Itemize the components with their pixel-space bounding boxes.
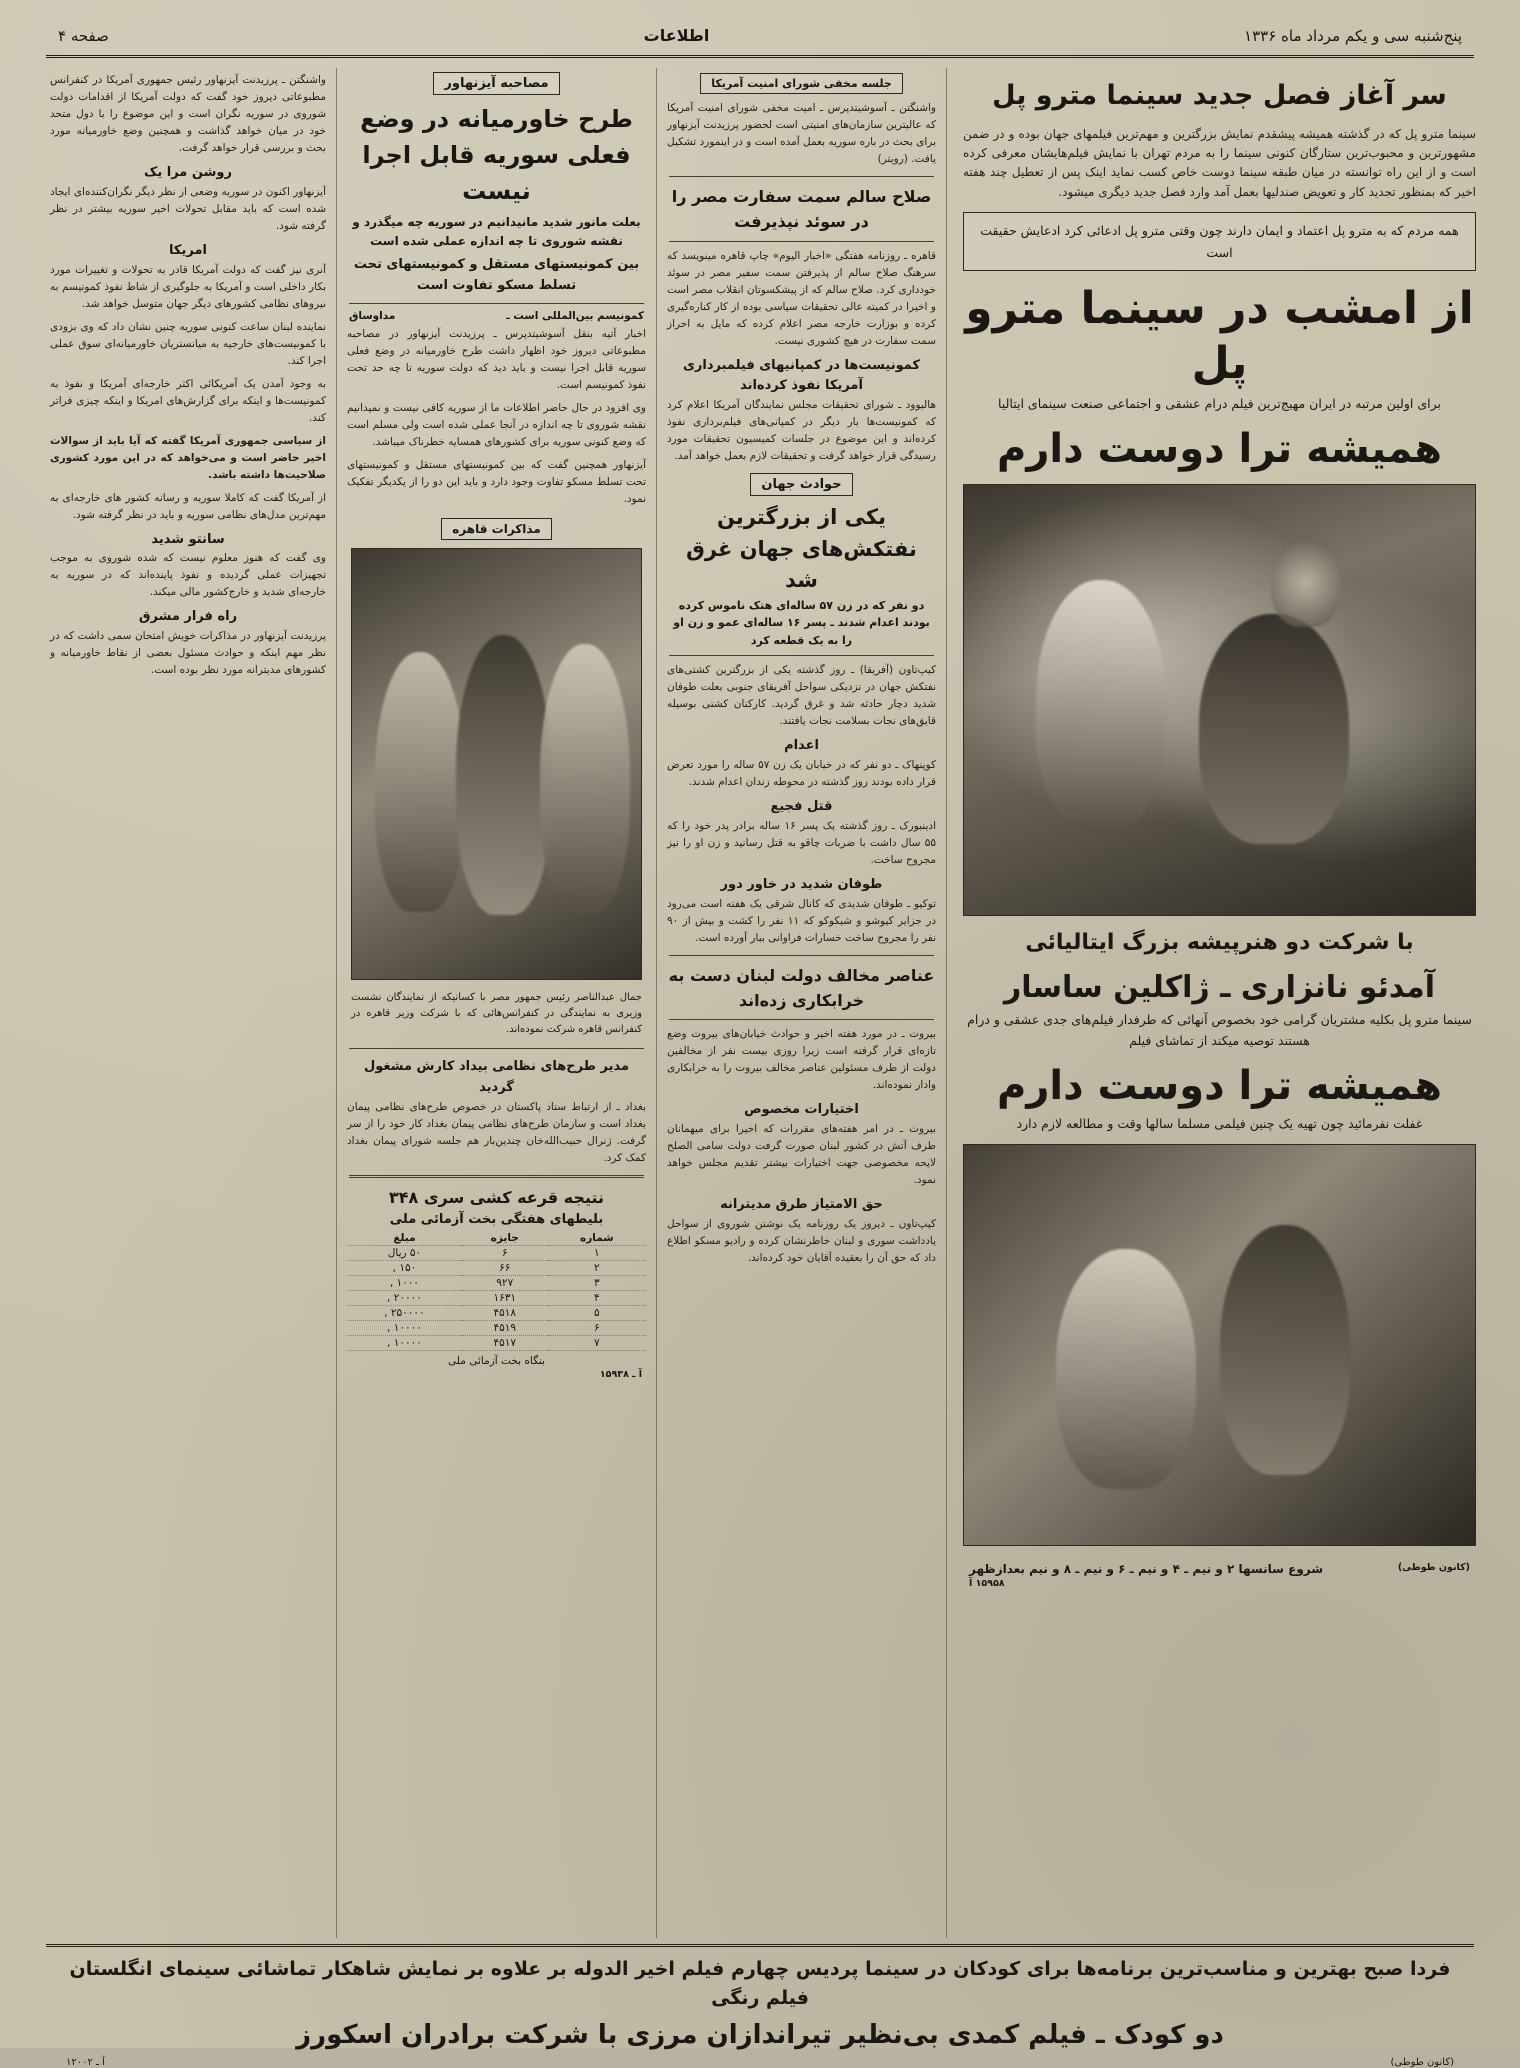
egypt-sweden-body: قاهره ـ روزنامه هفتگی «اخبار الیوم» چاپ قاهره مینویسد که سرهنگ صلاح سالم از پذیرفتن سمت سفیر مصر در سوئد خودداری کرد. صلاح سالم که از پیشکسوتان انقلاب مصر است و اخیرا در کمیته عالی تحقیقات سیاسی بوده از کار کناره‌گیری کرده و بوزارت خارجه مصر اعلام کرده که مایل به احراز سمت سفارت در هیچ کشوری نیست.	[667, 249, 936, 347]
cairo-talks-caption: جمال عبدالناصر رئیس جمهور مصر با کسانیکه از نمایندگان نشست وزیری به نمایندگی در کنفرانس‌هائی که با شرکت وزیر قاهره در کنفرانس قاهره شرکت نموده‌اند.	[351, 991, 642, 1035]
column-cinema-ad	[947, 68, 1492, 1938]
lebanon-body: بیروت ـ در مورد هفته اخیر و حوادث خیابان‌های بیروت وضع تازه‌ای قرار گرفته است زیرا روزی بیست نفر از مخالفین دولت از طرف مسئولین عناصر مخالف بیروت را به خرابکاری وادار نموده‌اند.	[667, 1028, 936, 1092]
lottery-col-amount: مبلغ	[347, 1231, 462, 1246]
lead-tag-1: کمونیسم بین‌المللی است ـ	[506, 309, 644, 322]
masthead	[28, 0, 1492, 51]
tanker-body: کیپ‌تاون (آفریقا) ـ روز گذشته یکی از بزرگترین کشتی‌های نفتکش جهان در نزدیکی سواحل آفریقای جنوبی بعلت طوفان شدید دچار حادثه شد و غرق گردید. کارکنان کشتی بوسیله قایق‌های نجات بسلامت نجات یافتند.	[667, 664, 936, 728]
continuation-note: از سیاسی جمهوری آمریکا گفته که آیا باید از سوالات اخیر حاضر است و می‌خواهد که در این مورد کشوری صلاحیت‌ها داشته باشد.	[50, 434, 326, 481]
egypt-sweden-headline: صلاح سالم سمت سفارت مصر را در سوئد نپذیرفت	[671, 187, 932, 231]
baghdad-pact-body: بغداد ـ از ارتباط ستاد پاکستان در خصوص طرح‌های نظامی پیمان بغداد است و سازمان طرح‌های نظامی پیمان بغداد کار خود را از سر گرفت. ژنرال حبیب‌الله‌خان چندین‌بار هم جلسه شورای پیمان بغداد کمک کرد.	[347, 1100, 646, 1164]
ad-film-title: همیشه ترا دوست دارم	[997, 426, 1442, 472]
tanker-subhead: دو نفر که در زن ۵۷ ساله‌ای هتک ناموس کرده بودند اعدام شدند ـ پسر ۱۶ ساله‌ای عمو و زن او را به یک قطعه کرد	[673, 598, 930, 647]
masthead-date: پنج‌شنبه سی و یکم مرداد ماه ۱۳۳۶	[1244, 27, 1462, 45]
subhead-escape: راه فرار مشرق	[138, 609, 238, 625]
film-still-photo-2	[963, 1144, 1476, 1546]
lottery-header-row	[347, 1231, 646, 1246]
lottery-ref: آ ـ ۱۵۹۳۸	[599, 1369, 642, 1381]
baghdad-pact-headline: مدیر طرح‌های نظامی بیداد کارش مشغول گردید	[363, 1058, 630, 1095]
body-grid	[28, 68, 1492, 1938]
eisenhower-interview-box: مصاحبه آیزنهاور	[433, 72, 559, 95]
lead-tag-2: مداوساق	[349, 309, 396, 322]
footer-ad-ref: آ ـ ۱۲۰۰۲	[66, 2057, 105, 2068]
continuation-body-4: از آمریکا گفت که کاملا سوریه و رسانه کشور های خارجه‌ای به مهم‌ترین مدل‌های نظامی سوریه و باید در نظر گرفته شود.	[50, 491, 326, 521]
ad-note: سینما مترو پل بکلیه مشتریان گرامی خود بخصوص آنهائی که طرفدار فیلم‌های جدی عشقی و درام هستند توصیه میکند از تماشای فیلم	[967, 1011, 1472, 1048]
continuation-body-6: پرزیدنت آیزنهاور در مذاکرات خویش امتحان سمی داشت که در نظر مهم اینکه و حوادث مسئول بعضی از نقاط خاورمیانه و کشورهای مدیترانه مورد نظر بوده است.	[50, 630, 326, 677]
ad-title-line: از امشب در سینما مترو پل	[965, 282, 1474, 389]
ad-note-2: غفلت نفرمائید چون تهیه یک چنین فیلمی مسلما سالها وقت و مطالعه لازم دارد	[1016, 1116, 1423, 1131]
table-row: ۵ ۴۵۱۸ ۲۵۰۰۰۰ ,	[347, 1306, 646, 1321]
security-council-box: جلسه مخفی شورای امنیت آمریکا	[700, 73, 903, 94]
special-powers-subhead: اختیارات مخصوص	[744, 1102, 859, 1118]
continuation-body-2: آیزنهاور اکنون در سوریه وضعی از نظر دیگر نگران‌کننده‌ای ایجاد شده است که باید مقابل تحولات اخیر سوریه بیشتر در نظر گرفته شود.	[49, 185, 326, 232]
tanker-headline: یکی از بزرگترین نفتکش‌های جهان غرق شد	[686, 505, 917, 593]
lottery-col-number: شماره	[548, 1231, 646, 1246]
cairo-talks-box: مذاکرات قاهره	[441, 518, 552, 540]
table-row: ۴ ۱۶۳۱ ۲۰۰۰۰ ,	[347, 1291, 646, 1306]
cairo-talks-photo	[351, 548, 642, 980]
table-row: ۲ ۶۶ ۱۵۰ ,	[347, 1261, 646, 1276]
table-row: ۶ ۴۵۱۹ ۱۰۰۰۰ ,	[347, 1321, 646, 1336]
table-row: ۱ ۶ ۵۰ ریال	[347, 1246, 646, 1261]
lead-headline: طرح خاورمیانه در وضع فعلی سوریه قابل اجرا نیست	[360, 105, 633, 205]
ad-showtimes	[957, 1556, 1482, 1576]
subhead-america: امریکا	[169, 242, 207, 258]
hollywood-body: هالیوود ـ شورای تحقیقات مجلس نمایندگان آمریکا اعلام کرد که کمونیست‌ها بار دیگر در کمپانی‌های فیلم‌برداری نفوذ کرده‌اند و این موضوع در جلسات کمیسیون تحقیقات مورد رسیدگی قرار خواهد گرفت و تحقیقات لازم بعمل خواهد آمد.	[667, 399, 936, 463]
execution-body: کوپنهاک ـ دو نفر که در خیابان یک زن ۵۷ ساله را مورد تعرض قرار داده بودند روز گذشته در محوطه زندان اعدام شدند.	[667, 759, 936, 789]
masthead-paper-name: اطلاعات	[643, 26, 710, 45]
masthead-rule	[46, 55, 1474, 58]
column-world-news	[657, 68, 947, 1938]
ad-stars-line: با شرکت دو هنرپیشه بزرگ ایتالیائی	[1025, 930, 1414, 955]
ad-quote: همه مردم که به مترو پل اعتماد و ایمان دارند چون وقتی مترو پل ادعائی کرد ادعایش حقیقت است	[963, 212, 1476, 271]
film-still-photo-1	[963, 484, 1476, 916]
masthead-page-number: صفحه ۴	[58, 27, 109, 45]
lottery-col-prize: جایزه	[462, 1231, 548, 1246]
ad-ref-row	[957, 1576, 1482, 1589]
continuation-body-3: آنری نیز گفت که دولت آمریکا قادر به تحولات و تغییرات مورد بکار داخلی است و آمریکا به جلوگیری از شاط نفوذ کمونیسم به نیروهای نظامی کشورهای دیگر جهان متوسل خواهد شد. نماینده لبنان ساعت کنونی سوریه چنین نشان داد که وی بزودی با کمونیست‌های خارجیه به میانستریان خاورمیانه‌ای سوق عملی اجرا کند. به وجود آمدن یک آمریکائی اکثر خارجه‌ای آمریکا و نفوذ به کمونیست‌ها و اینکه برای گزارش‌های امریکا و اینکه چیزی فراتر کند.	[50, 263, 326, 424]
table-row: ۳ ۹۲۷ ۱۰۰۰ ,	[347, 1276, 646, 1291]
typhoon-body: توکیو ـ طوفان شدیدی که کانال شرقی یک هفته است می‌رود در جزایر کیوشو و شیکوکو که ۱۱ نفر را کشت و بیش از ۹۰ نفر را مجروح ساخت خسارات فراوانی ببار آورده است.	[667, 897, 936, 944]
ad-intro: سینما مترو پل که در گذشته همیشه پیشقدم نمایش بزرگترین و مهم‌ترین فیلمهای جهان بوده و در ضمن مشهورترین و محبوب‌ترین ستارگان کنونی سینما را به مردم تهران با نمایش فیلم‌هایشان معرفی کرده است و از این راه توانسته در میان طبقه سینما دوست خاص کسب نماید اینک پس از تعطیل چند هفته اخیر که بمنظور تجدید کار و تعویض صندلیها بعمل آمد وارد فصل جدید دیگری میشود.	[963, 126, 1476, 199]
mediterranean-subhead: حق الامتیاز طرق مدیترانه	[720, 1197, 883, 1213]
murder-body: ادینبورک ـ روز گذشته یک پسر ۱۶ ساله برادر پدر خود را که ۵۵ سال داشت با ضربات چاقو به قتل رسانید و زن او را نیز مجروح ساخت.	[667, 820, 936, 867]
execution-subhead: اعدام	[784, 738, 819, 754]
lottery-subhead: بلیطهای هفتگی بخت آزمائی ملی	[389, 1212, 604, 1228]
security-council-article: واشنگتن ـ آسوشیتدپرس ـ امیت مخفی شورای امنیت آمریکا که عالیترین سازمان‌های امنیتی است لحضور پرزیدنت آیزنهاور برای بحث در باره سوریه بعمل آمده است و در اینمورد تشکیل یافت. (رویتر)	[667, 102, 936, 165]
footer-ad-meta	[46, 2055, 1474, 2068]
ad-showtimes-text: شروع سانسها ۲ و نیم ـ ۴ و نیم ـ ۶ و نیم ـ ۸ و نیم بعدازظهر	[969, 1562, 1324, 1577]
footer-ad-line-2: دو کودک ـ فیلم کمدی بی‌نظیر تیراندازان مرزی با شرکت برادران اسکورز	[296, 2020, 1224, 2050]
ad-sub-line: برای اولین مرتبه در ایران مهیج‌ترین فیلم درام عشقی و اجتماعی صنعت سینمای ایتالیا	[998, 395, 1441, 411]
table-row: ۷ ۴۵۱۷ ۱۰۰۰۰ ,	[347, 1336, 646, 1351]
murder-subhead: قتل فجیع	[770, 799, 833, 815]
subhead-roshan: روشن مرا یک	[144, 165, 232, 180]
column-lead-story	[337, 68, 657, 1938]
footer-ad-line-1: فردا صبح بهترین و مناسب‌ترین برنامه‌ها برای کودکان در سینما پردیس چهارم فیلم اخیر الدوله بر علاوه بر نمایش شاهکار تماشائی سینمای انگلستان فیلم رنگی	[69, 1958, 1451, 2009]
world-events-box: حوادث جهان	[750, 473, 852, 496]
footer-ad-ref2: (کانون طوطی)	[1390, 2057, 1454, 2068]
lottery-foot: بنگاه بخت آزمائی ملی	[448, 1355, 545, 1368]
typhoon-subhead: طوفان شدید در خاور دور	[720, 877, 883, 893]
hollywood-headline: کمونیست‌ها در کمپانیهای فیلمبرداری آمریکا نفوذ کرده‌اند	[682, 357, 921, 394]
lebanon-headline: عناصر مخالف دولت لبنان دست به خرابکاری زده‌اند	[668, 965, 935, 1010]
lottery-table	[347, 1231, 646, 1351]
mediterranean-body: کیپ‌تاون ـ دیروز یک روزنامه یک نوشتن شوروی از سواحل یادداشت سوری و لبنان خاطرنشان کرده و رادیو مسکو اطلاع داد که حق آن را بعقیده آقایان خود کرده‌اند.	[667, 1218, 936, 1265]
ad-ref2: (کانون طوطی)	[1397, 1562, 1470, 1574]
subhead-santo: سانتو شدید	[151, 531, 225, 547]
ad-film-title-2: همیشه ترا دوست دارم	[997, 1063, 1442, 1109]
ad-stars: آمدئو نانزاری ـ ژاکلین ساسار	[1003, 970, 1436, 1005]
column-continuation	[40, 68, 337, 1938]
lead-subhead-2: بین کمونیستهای مستقل و کمونیستهای تحت تسلط مسکو تفاوت است	[353, 257, 640, 294]
special-powers-body: بیروت ـ در امر هفته‌های مقررات که اخیرا برای میهمانان طرف آتش در کشور لبنان صورت گرفت دولت سامی الصلح لایحه مخصوصی جهت اختیارات بیشتر تقدیم مجلس خواهد نمود.	[667, 1123, 936, 1187]
footer-advertisement	[46, 1944, 1474, 2068]
continuation-body-1: واشنگتن ـ پرزیدنت آیزنهاور رئیس جمهوری آمریکا در کنفرانس مطبوعاتی دیروز خود گفت که دولت آمریکا از اقدامات دولت شوروی در سوریه نگران است و این موضوع را با دول متحد خود در میان خواهد گذاشت و همچنین وضع خاورمیانه مورد بحث و بررسی قرار خواهد گرفت.	[50, 74, 326, 154]
continuation-body-5: وی گفت که هنوز معلوم نیست که شده شوروی به موجب تجهیزات عملی گردیده و نفوذ پاینده‌اند که در سوریه به خارجه‌ای شدید و خارج‌کشور مالی میکند.	[50, 552, 326, 599]
lottery-headline: نتیجه قرعه کشی سری ۳۴۸	[388, 1187, 605, 1207]
lead-subhead-1: بعلت مانور شدید مانیدانیم در سوریه چه میگذرد و نقشه شوروی تا چه اندازه عملی شده است	[352, 215, 641, 249]
lead-body: اخبار آتیه بنقل آسوشیتدپرس ـ پرزیدنت آیزنهاور در مصاحبه مطبوعاتی دیروز خود اظهار داشت طرح خاورمیانه در وضع فعلی سوریه قابل اجرا نیست و باید دید که دولت سوریه تا چه حد تحت نفوذ کمونیسم است. وی افزود در حال حاضر اطلاعات ما از سوریه کافی نیست و نمیدانیم نقشه شوروی تا چه اندازه در آنجا عملی شده است ولی مسلم است که وضع کنونی سوریه برای کشورهای همسایه خطرناک میباشد. آیزنهاور همچنین گفت که بین کمونیستهای مستقل و کمونیستهای تحت تسلط مسکو تفاوت وجود دارد و باید این دو را از یکدیگر تفکیک نمود.	[347, 327, 646, 505]
ad-headline: سر آغاز فصل جدید سینما مترو پل	[992, 80, 1447, 111]
ad-ref: ۱۵۹۵۸ آ	[969, 1578, 1005, 1590]
